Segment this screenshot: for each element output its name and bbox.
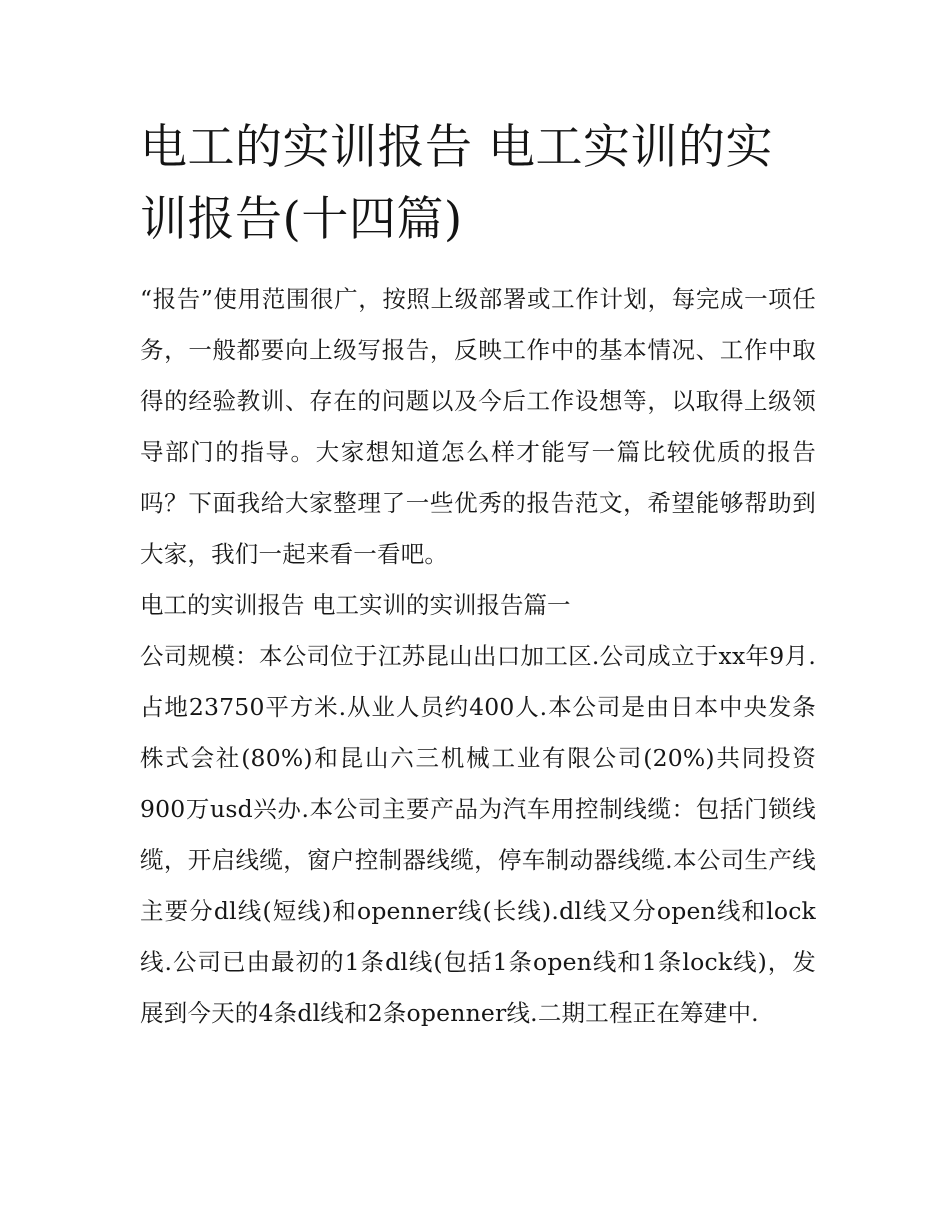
document-page: [140, 112, 816, 1039]
section-heading: 电工的实训报告 电工实训的实训报告篇一: [140, 591, 571, 619]
intro-paragraph: “报告”使用范围很广，按照上级部署或工作计划，每完成一项任务，一般都要向上级写报告，反映工作中的基本情况、工作中取得的经验教训、存在的问题以及今后工作设想等，以取得上级领导部门的指导。大家想知道怎么样才能写一篇比较优质的报告吗？下面我给大家整理了一些优秀的报告范文，希望能够帮助到大家，我们一起来看一看吧。: [140, 285, 816, 568]
document-title: 电工的实训报告 电工实训的实训报告(十四篇): [140, 120, 773, 247]
company-scale-paragraph: 公司规模：本公司位于江苏昆山出口加工区.公司成立于xx年9月.占地23750平方米.从业人员约400人.本公司是由日本中央发条株式会社(80%)和昆山六三机械工业有限公司(20%)共同投资900万usd兴办.本公司主要产品为汽车用控制线缆：包括门锁线缆，开启线缆，窗户控制器线缆，停车制动器线缆.本公司生产线主要分dl线(短线)和openner线(长线).dl线又分open线和lock线.公司已由最初的1条dl线(包括1条open线和1条lock线)，发展到今天的4条dl线和2条openner线.二期工程正在筹建中.: [140, 642, 816, 1027]
